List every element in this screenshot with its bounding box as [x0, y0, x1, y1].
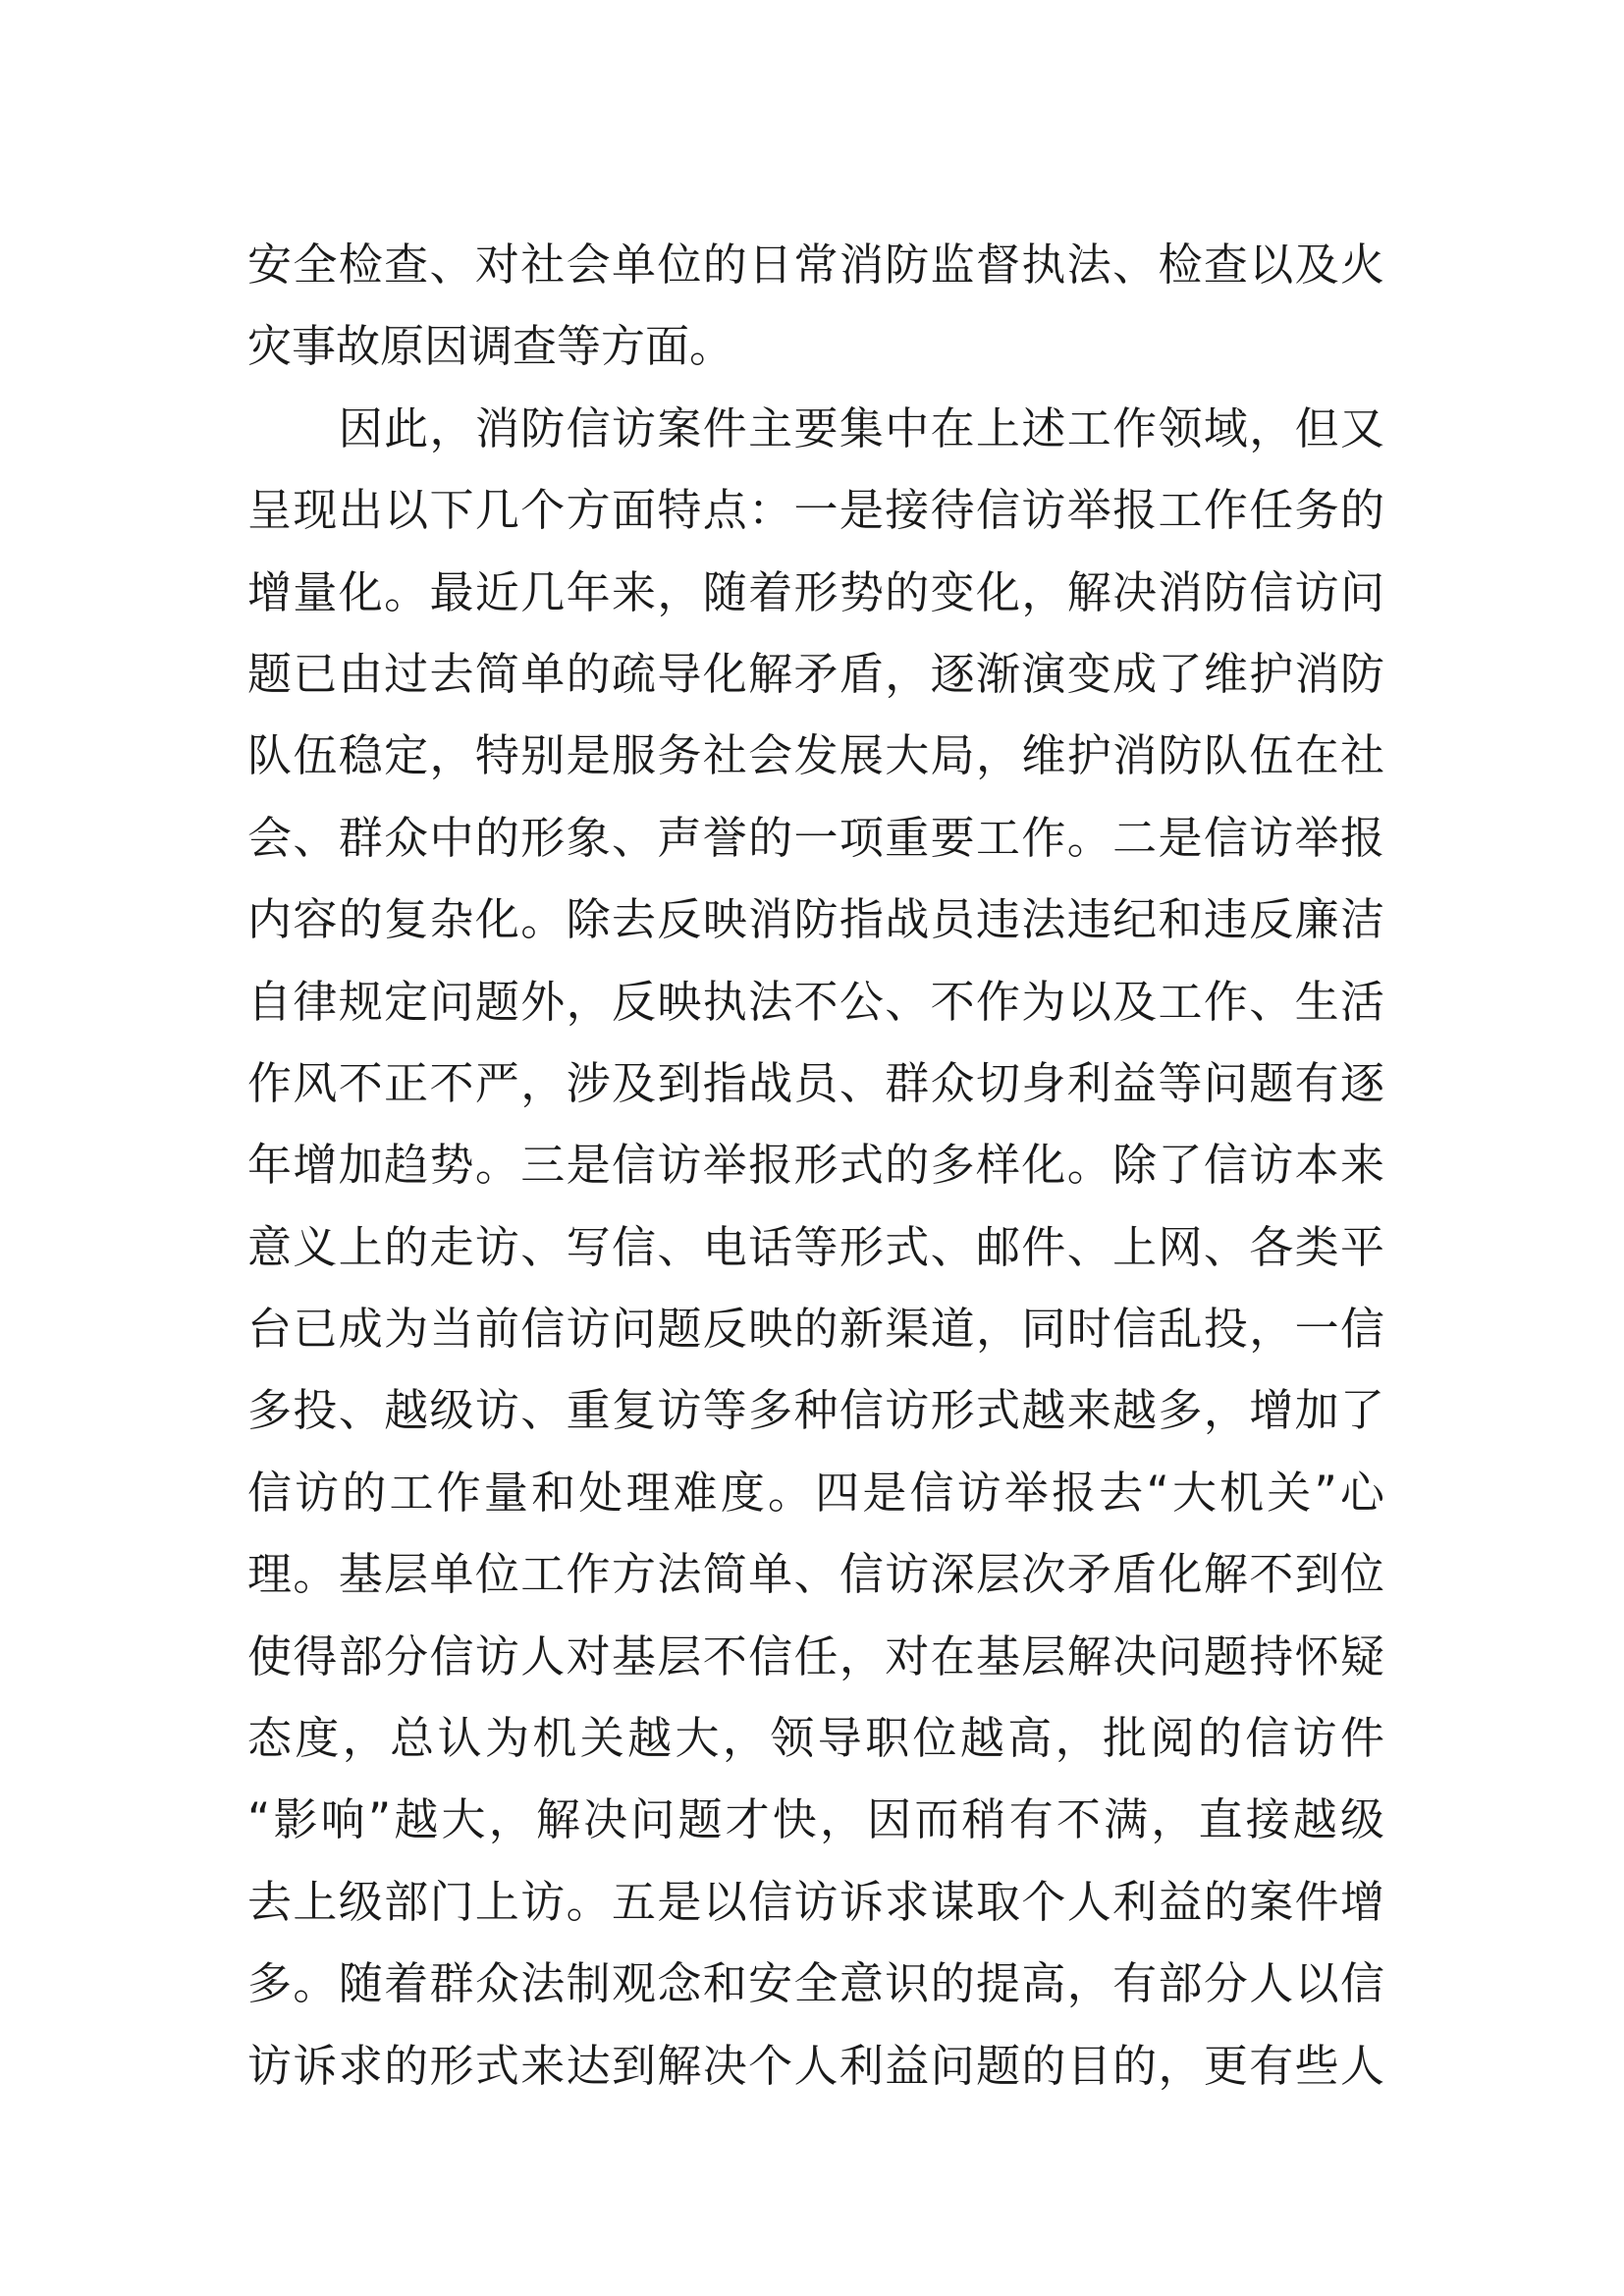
text-line: 多投、越级访、重复访等多种信访形式越来越多，增加了 — [247, 1384, 1384, 1437]
text-line: 队伍稳定，特别是服务社会发展大局，维护消防队伍在社 — [247, 729, 1384, 782]
text-line: 呈现出以下几个方面特点：一是接待信访举报工作任务的 — [247, 484, 1384, 537]
text-line: 增量化。最近几年来，随着形势的变化，解决消防信访问 — [247, 565, 1384, 618]
text-line: 台已成为当前信访问题反映的新渠道，同时信乱投，一信 — [247, 1303, 1384, 1356]
text-line: “影响”越大，解决问题才快，因而稍有不满，直接越级 — [247, 1793, 1384, 1846]
text-line: 会、群众中的形象、声誉的一项重要工作。二是信访举报 — [247, 811, 1384, 864]
text-line: 访诉求的形式来达到解决个人利益问题的目的，更有些人 — [247, 2039, 1384, 2092]
text-line: 多。随着群众法制观念和安全意识的提高，有部分人以信 — [247, 1957, 1384, 2010]
text-line: 灾事故原因调查等方面。 — [247, 320, 734, 373]
text-line: 作风不正不严，涉及到指战员、群众切身利益等问题有逐 — [247, 1056, 1384, 1109]
text-line: 使得部分信访人对基层不信任，对在基层解决问题持怀疑 — [247, 1629, 1384, 1682]
text-line: 安全检查、对社会单位的日常消防监督执法、检查以及火 — [247, 239, 1384, 291]
text-line: 态度，总认为机关越大，领导职位越高，批阅的信访件 — [247, 1712, 1384, 1765]
text-line: 理。基层单位工作方法简单、信访深层次矛盾化解不到位 — [247, 1548, 1384, 1601]
text-line: 题已由过去简单的疏导化解矛盾，逐渐演变成了维护消防 — [247, 647, 1384, 700]
text-line: 自律规定问题外，反映执法不公、不作为以及工作、生活 — [247, 975, 1384, 1028]
text-line: 年增加趋势。三是信访举报形式的多样化。除了信访本来 — [247, 1139, 1384, 1192]
text-line: 因此，消防信访案件主要集中在上述工作领域，但又 — [247, 401, 1384, 454]
text-line: 意义上的走访、写信、电话等形式、邮件、上网、各类平 — [247, 1220, 1384, 1273]
text-line: 内容的复杂化。除去反映消防指战员违法违纪和违反廉洁 — [247, 893, 1384, 946]
paragraph — [247, 224, 1384, 388]
text-line: 去上级部门上访。五是以信访诉求谋取个人利益的案件增 — [247, 1875, 1384, 1928]
text-line: 信访的工作量和处理难度。四是信访举报去“大机关”心 — [247, 1466, 1384, 1519]
document-page — [247, 224, 1384, 2107]
paragraph — [247, 388, 1384, 2107]
